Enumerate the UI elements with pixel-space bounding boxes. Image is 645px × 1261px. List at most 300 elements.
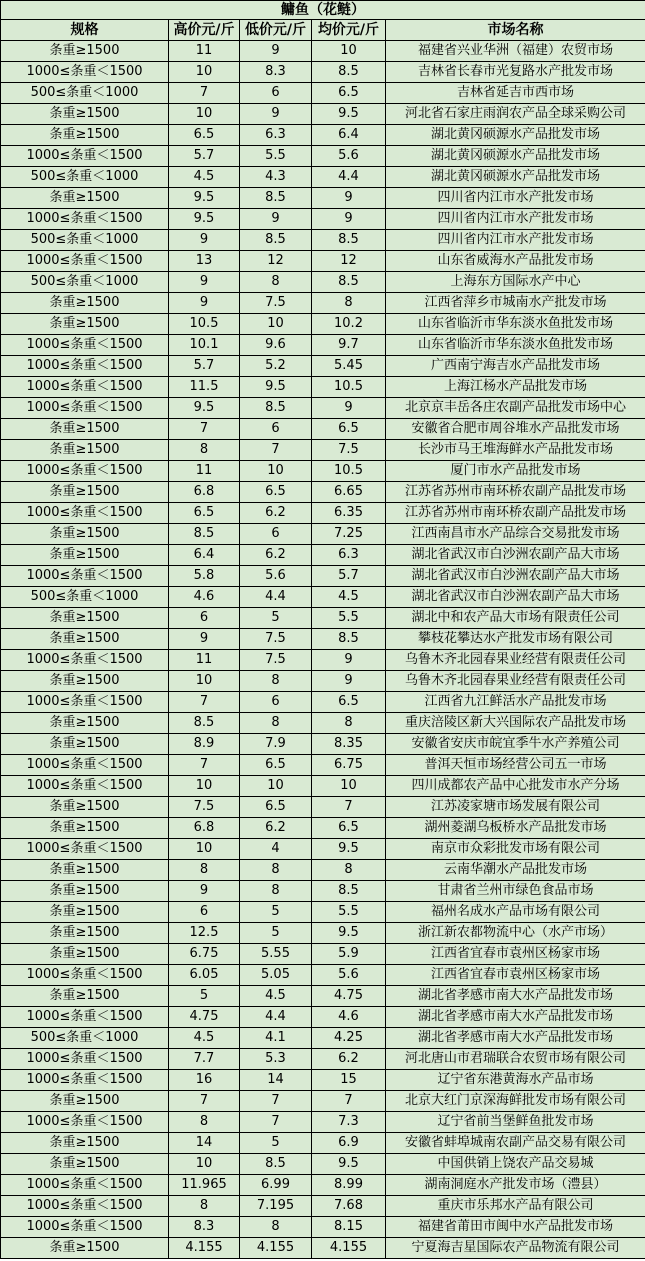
cell-low-price: 9 xyxy=(240,104,312,125)
table-row xyxy=(1,62,645,83)
table-row xyxy=(1,83,645,104)
cell-avg-price: 5.9 xyxy=(312,944,386,965)
cell-spec: 条重≥1500 xyxy=(1,440,169,461)
cell-spec: 500≤条重＜1000 xyxy=(1,83,169,104)
cell-market-name: 重庆市乐邦水产品有限公司 xyxy=(386,1196,645,1217)
cell-spec: 1000≤条重＜1500 xyxy=(1,650,169,671)
cell-high-price: 7 xyxy=(169,83,240,104)
cell-spec: 条重≥1500 xyxy=(1,293,169,314)
cell-spec: 1000≤条重＜1500 xyxy=(1,62,169,83)
cell-avg-price: 10.5 xyxy=(312,461,386,482)
cell-avg-price: 6.9 xyxy=(312,1133,386,1154)
cell-spec: 条重≥1500 xyxy=(1,986,169,1007)
cell-spec: 条重≥1500 xyxy=(1,524,169,545)
cell-spec: 1000≤条重＜1500 xyxy=(1,398,169,419)
cell-avg-price: 8.35 xyxy=(312,734,386,755)
cell-avg-price: 9.7 xyxy=(312,335,386,356)
cell-high-price: 12.5 xyxy=(169,923,240,944)
cell-market-name: 厦门市水产品批发市场 xyxy=(386,461,645,482)
cell-market-name: 湖北中和农产品大市场有限责任公司 xyxy=(386,608,645,629)
cell-low-price: 12 xyxy=(240,251,312,272)
table-row xyxy=(1,923,645,944)
cell-avg-price: 7.5 xyxy=(312,440,386,461)
cell-high-price: 4.75 xyxy=(169,1007,240,1028)
cell-high-price: 10.1 xyxy=(169,335,240,356)
cell-spec: 条重≥1500 xyxy=(1,41,169,62)
cell-market-name: 山东省临沂市华东淡水鱼批发市场 xyxy=(386,335,645,356)
cell-market-name: 湖北省孝感市南大水产品批发市场 xyxy=(386,1007,645,1028)
cell-high-price: 7 xyxy=(169,692,240,713)
cell-market-name: 江西南昌市水产品综合交易批发市场 xyxy=(386,524,645,545)
cell-high-price: 11.5 xyxy=(169,377,240,398)
table-row xyxy=(1,1196,645,1217)
title-row xyxy=(1,1,645,20)
table-row xyxy=(1,755,645,776)
cell-market-name: 江苏省苏州市南环桥农副产品批发市场 xyxy=(386,503,645,524)
cell-avg-price: 5.6 xyxy=(312,146,386,167)
cell-low-price: 6.2 xyxy=(240,818,312,839)
table-row xyxy=(1,419,645,440)
cell-spec: 500≤条重＜1000 xyxy=(1,167,169,188)
cell-market-name: 乌鲁木齐北园春果业经营有限责任公司 xyxy=(386,671,645,692)
cell-high-price: 8.5 xyxy=(169,713,240,734)
cell-avg-price: 9 xyxy=(312,209,386,230)
cell-high-price: 5 xyxy=(169,986,240,1007)
cell-market-name: 湖北黄冈硕源水产品批发市场 xyxy=(386,125,645,146)
cell-low-price: 8.5 xyxy=(240,230,312,251)
table-row xyxy=(1,713,645,734)
cell-low-price: 7.195 xyxy=(240,1196,312,1217)
table-row xyxy=(1,188,645,209)
cell-high-price: 7.7 xyxy=(169,1049,240,1070)
table-row xyxy=(1,839,645,860)
cell-high-price: 9.5 xyxy=(169,398,240,419)
table-row xyxy=(1,1070,645,1091)
cell-high-price: 10 xyxy=(169,1154,240,1175)
table-row xyxy=(1,545,645,566)
cell-market-name: 山东省威海水产品批发市场 xyxy=(386,251,645,272)
cell-spec: 500≤条重＜1000 xyxy=(1,1028,169,1049)
cell-spec: 条重≥1500 xyxy=(1,818,169,839)
cell-high-price: 11 xyxy=(169,41,240,62)
cell-low-price: 5 xyxy=(240,923,312,944)
cell-spec: 1000≤条重＜1500 xyxy=(1,1007,169,1028)
cell-high-price: 8.5 xyxy=(169,524,240,545)
table-row xyxy=(1,272,645,293)
cell-avg-price: 10 xyxy=(312,41,386,62)
cell-avg-price: 6.65 xyxy=(312,482,386,503)
cell-high-price: 10 xyxy=(169,104,240,125)
cell-market-name: 湖北省武汉市白沙洲农副产品大市场 xyxy=(386,545,645,566)
cell-high-price: 7.5 xyxy=(169,797,240,818)
cell-avg-price: 4.75 xyxy=(312,986,386,1007)
cell-low-price: 6.5 xyxy=(240,755,312,776)
cell-low-price: 6.3 xyxy=(240,125,312,146)
cell-avg-price: 8 xyxy=(312,713,386,734)
cell-low-price: 7 xyxy=(240,1091,312,1112)
cell-low-price: 4.3 xyxy=(240,167,312,188)
cell-spec: 条重≥1500 xyxy=(1,1238,169,1259)
table-row xyxy=(1,692,645,713)
cell-low-price: 8.5 xyxy=(240,188,312,209)
header-row xyxy=(1,20,645,41)
header-low-price: 低价元/斤 xyxy=(240,20,312,41)
cell-market-name: 江苏凌家塘市场发展有限公司 xyxy=(386,797,645,818)
table-row xyxy=(1,734,645,755)
cell-high-price: 8 xyxy=(169,1196,240,1217)
cell-spec: 条重≥1500 xyxy=(1,902,169,923)
cell-market-name: 辽宁省东港黄海水产品市场 xyxy=(386,1070,645,1091)
table-row xyxy=(1,1154,645,1175)
cell-high-price: 6.05 xyxy=(169,965,240,986)
cell-market-name: 湖州菱湖乌板桥水产品批发市场 xyxy=(386,818,645,839)
cell-avg-price: 9.5 xyxy=(312,104,386,125)
cell-market-name: 甘肃省兰州市绿色食品市场 xyxy=(386,881,645,902)
cell-avg-price: 7.68 xyxy=(312,1196,386,1217)
table-row xyxy=(1,1007,645,1028)
cell-spec: 1000≤条重＜1500 xyxy=(1,1217,169,1238)
cell-market-name: 辽宁省前当堡鲜鱼批发市场 xyxy=(386,1112,645,1133)
cell-market-name: 江西省萍乡市城南水产批发市场 xyxy=(386,293,645,314)
cell-market-name: 四川省内江市水产批发市场 xyxy=(386,209,645,230)
cell-market-name: 湖北省武汉市白沙洲农副产品大市场 xyxy=(386,587,645,608)
cell-high-price: 14 xyxy=(169,1133,240,1154)
cell-low-price: 8 xyxy=(240,860,312,881)
table-row xyxy=(1,230,645,251)
table-row xyxy=(1,125,645,146)
cell-avg-price: 5.6 xyxy=(312,965,386,986)
cell-avg-price: 8.5 xyxy=(312,230,386,251)
cell-low-price: 8 xyxy=(240,272,312,293)
cell-avg-price: 6.35 xyxy=(312,503,386,524)
cell-low-price: 6.99 xyxy=(240,1175,312,1196)
cell-avg-price: 5.5 xyxy=(312,902,386,923)
cell-high-price: 16 xyxy=(169,1070,240,1091)
cell-spec: 1000≤条重＜1500 xyxy=(1,146,169,167)
cell-market-name: 安徽省合肥市周谷堆水产品批发市场 xyxy=(386,419,645,440)
cell-spec: 1000≤条重＜1500 xyxy=(1,965,169,986)
cell-high-price: 9 xyxy=(169,629,240,650)
cell-low-price: 5.2 xyxy=(240,356,312,377)
cell-high-price: 10 xyxy=(169,776,240,797)
cell-low-price: 5 xyxy=(240,902,312,923)
cell-low-price: 7.5 xyxy=(240,293,312,314)
cell-avg-price: 4.4 xyxy=(312,167,386,188)
table-row xyxy=(1,1175,645,1196)
table-row xyxy=(1,608,645,629)
cell-market-name: 北京京丰岳各庄农副产品批发市场中心 xyxy=(386,398,645,419)
cell-spec: 500≤条重＜1000 xyxy=(1,272,169,293)
cell-low-price: 6 xyxy=(240,83,312,104)
cell-high-price: 6.5 xyxy=(169,125,240,146)
table-row xyxy=(1,1091,645,1112)
cell-market-name: 湖北省孝感市南大水产品批发市场 xyxy=(386,986,645,1007)
cell-high-price: 9.5 xyxy=(169,209,240,230)
cell-market-name: 普洱天恒市场经营公司五一市场 xyxy=(386,755,645,776)
cell-market-name: 宁夏海吉星国际农产品物流有限公司 xyxy=(386,1238,645,1259)
cell-low-price: 6.2 xyxy=(240,503,312,524)
cell-high-price: 4.6 xyxy=(169,587,240,608)
cell-avg-price: 6.75 xyxy=(312,755,386,776)
table-row xyxy=(1,566,645,587)
cell-spec: 1000≤条重＜1500 xyxy=(1,461,169,482)
cell-avg-price: 8.99 xyxy=(312,1175,386,1196)
cell-spec: 1000≤条重＜1500 xyxy=(1,692,169,713)
cell-market-name: 湖北省孝感市南大水产品批发市场 xyxy=(386,1028,645,1049)
cell-market-name: 福州名成水产品市场有限公司 xyxy=(386,902,645,923)
cell-low-price: 8 xyxy=(240,671,312,692)
cell-spec: 条重≥1500 xyxy=(1,608,169,629)
table-row xyxy=(1,293,645,314)
cell-market-name: 福建省莆田市闽中水产品批发市场 xyxy=(386,1217,645,1238)
cell-avg-price: 8.5 xyxy=(312,881,386,902)
cell-high-price: 5.8 xyxy=(169,566,240,587)
cell-avg-price: 12 xyxy=(312,251,386,272)
cell-market-name: 上海江杨水产品批发市场 xyxy=(386,377,645,398)
cell-high-price: 6.5 xyxy=(169,503,240,524)
cell-low-price: 7 xyxy=(240,1112,312,1133)
cell-high-price: 9 xyxy=(169,272,240,293)
cell-low-price: 5.55 xyxy=(240,944,312,965)
cell-high-price: 7 xyxy=(169,419,240,440)
table-row xyxy=(1,482,645,503)
cell-avg-price: 5.5 xyxy=(312,608,386,629)
cell-high-price: 8 xyxy=(169,1112,240,1133)
cell-avg-price: 8.15 xyxy=(312,1217,386,1238)
cell-high-price: 9 xyxy=(169,881,240,902)
cell-low-price: 5.3 xyxy=(240,1049,312,1070)
cell-avg-price: 7 xyxy=(312,1091,386,1112)
cell-high-price: 4.155 xyxy=(169,1238,240,1259)
cell-market-name: 湖北省武汉市白沙洲农副产品大市场 xyxy=(386,566,645,587)
cell-avg-price: 10.5 xyxy=(312,377,386,398)
cell-high-price: 6.8 xyxy=(169,482,240,503)
table-row xyxy=(1,524,645,545)
cell-spec: 条重≥1500 xyxy=(1,713,169,734)
cell-spec: 条重≥1500 xyxy=(1,1154,169,1175)
cell-avg-price: 7.3 xyxy=(312,1112,386,1133)
cell-spec: 条重≥1500 xyxy=(1,314,169,335)
table-body xyxy=(1,41,645,1259)
cell-low-price: 6.2 xyxy=(240,545,312,566)
table-row xyxy=(1,1028,645,1049)
cell-high-price: 7 xyxy=(169,1091,240,1112)
cell-low-price: 4.155 xyxy=(240,1238,312,1259)
table-row xyxy=(1,986,645,1007)
cell-spec: 1000≤条重＜1500 xyxy=(1,1049,169,1070)
table-row xyxy=(1,650,645,671)
cell-avg-price: 8.5 xyxy=(312,62,386,83)
table-title: 鳙鱼（花鲢） xyxy=(1,1,645,20)
cell-low-price: 5 xyxy=(240,608,312,629)
cell-avg-price: 9.5 xyxy=(312,839,386,860)
cell-high-price: 11 xyxy=(169,650,240,671)
cell-high-price: 8 xyxy=(169,440,240,461)
cell-high-price: 10 xyxy=(169,839,240,860)
cell-spec: 1000≤条重＜1500 xyxy=(1,335,169,356)
cell-avg-price: 8 xyxy=(312,860,386,881)
cell-spec: 500≤条重＜1000 xyxy=(1,230,169,251)
cell-high-price: 6.8 xyxy=(169,818,240,839)
cell-high-price: 8.9 xyxy=(169,734,240,755)
cell-low-price: 6.5 xyxy=(240,797,312,818)
cell-low-price: 4.4 xyxy=(240,587,312,608)
cell-low-price: 8 xyxy=(240,881,312,902)
cell-spec: 条重≥1500 xyxy=(1,881,169,902)
cell-spec: 条重≥1500 xyxy=(1,944,169,965)
cell-low-price: 8.5 xyxy=(240,398,312,419)
cell-low-price: 7.5 xyxy=(240,629,312,650)
cell-spec: 1000≤条重＜1500 xyxy=(1,839,169,860)
cell-spec: 1000≤条重＜1500 xyxy=(1,1112,169,1133)
cell-market-name: 攀枝花攀达水产批发市场有限公司 xyxy=(386,629,645,650)
cell-avg-price: 6.2 xyxy=(312,1049,386,1070)
cell-avg-price: 6.5 xyxy=(312,692,386,713)
cell-high-price: 13 xyxy=(169,251,240,272)
cell-high-price: 9.5 xyxy=(169,188,240,209)
cell-spec: 1000≤条重＜1500 xyxy=(1,209,169,230)
cell-market-name: 江苏省苏州市南环桥农副产品批发市场 xyxy=(386,482,645,503)
cell-low-price: 8 xyxy=(240,1217,312,1238)
cell-market-name: 北京大红门京深海鲜批发市场有限公司 xyxy=(386,1091,645,1112)
cell-low-price: 4 xyxy=(240,839,312,860)
table-row xyxy=(1,440,645,461)
cell-high-price: 6.4 xyxy=(169,545,240,566)
cell-avg-price: 9.5 xyxy=(312,1154,386,1175)
cell-high-price: 8 xyxy=(169,860,240,881)
cell-high-price: 9 xyxy=(169,230,240,251)
cell-high-price: 7 xyxy=(169,755,240,776)
cell-avg-price: 5.7 xyxy=(312,566,386,587)
cell-low-price: 6 xyxy=(240,692,312,713)
cell-spec: 条重≥1500 xyxy=(1,671,169,692)
cell-high-price: 4.5 xyxy=(169,1028,240,1049)
cell-high-price: 5.7 xyxy=(169,146,240,167)
cell-avg-price: 9 xyxy=(312,398,386,419)
cell-low-price: 10 xyxy=(240,776,312,797)
table-row xyxy=(1,776,645,797)
cell-low-price: 6 xyxy=(240,419,312,440)
cell-spec: 1000≤条重＜1500 xyxy=(1,1175,169,1196)
cell-spec: 条重≥1500 xyxy=(1,629,169,650)
cell-market-name: 安徽省安庆市皖宜季牛水产养殖公司 xyxy=(386,734,645,755)
cell-low-price: 9 xyxy=(240,41,312,62)
cell-avg-price: 7 xyxy=(312,797,386,818)
cell-avg-price: 6.5 xyxy=(312,419,386,440)
cell-market-name: 江西省宜春市袁州区杨家市场 xyxy=(386,944,645,965)
table-row xyxy=(1,818,645,839)
table-row xyxy=(1,209,645,230)
table-row xyxy=(1,1217,645,1238)
cell-market-name: 四川省内江市水产批发市场 xyxy=(386,188,645,209)
table-row xyxy=(1,503,645,524)
cell-high-price: 8.3 xyxy=(169,1217,240,1238)
cell-market-name: 湖南洞庭水产批发市场（澧县） xyxy=(386,1175,645,1196)
cell-low-price: 9.6 xyxy=(240,335,312,356)
cell-low-price: 7.5 xyxy=(240,650,312,671)
table-row xyxy=(1,146,645,167)
table-row xyxy=(1,944,645,965)
table-row xyxy=(1,1112,645,1133)
cell-avg-price: 8 xyxy=(312,293,386,314)
cell-market-name: 安徽省蚌埠城南农副产品交易有限公司 xyxy=(386,1133,645,1154)
cell-low-price: 5.6 xyxy=(240,566,312,587)
cell-avg-price: 4.155 xyxy=(312,1238,386,1259)
cell-spec: 1000≤条重＜1500 xyxy=(1,251,169,272)
table-row xyxy=(1,902,645,923)
table-row xyxy=(1,251,645,272)
cell-spec: 条重≥1500 xyxy=(1,1091,169,1112)
cell-low-price: 8.3 xyxy=(240,62,312,83)
cell-spec: 1000≤条重＜1500 xyxy=(1,503,169,524)
cell-spec: 1000≤条重＜1500 xyxy=(1,1196,169,1217)
table-row xyxy=(1,587,645,608)
cell-spec: 1000≤条重＜1500 xyxy=(1,776,169,797)
cell-high-price: 10.5 xyxy=(169,314,240,335)
cell-high-price: 6 xyxy=(169,902,240,923)
cell-market-name: 长沙市马王堆海鲜水产品批发市场 xyxy=(386,440,645,461)
cell-low-price: 8 xyxy=(240,713,312,734)
cell-low-price: 5 xyxy=(240,1133,312,1154)
cell-avg-price: 8.5 xyxy=(312,629,386,650)
cell-spec: 条重≥1500 xyxy=(1,125,169,146)
cell-avg-price: 6.4 xyxy=(312,125,386,146)
cell-high-price: 11 xyxy=(169,461,240,482)
cell-spec: 条重≥1500 xyxy=(1,188,169,209)
table-row xyxy=(1,1238,645,1259)
cell-avg-price: 6.3 xyxy=(312,545,386,566)
cell-spec: 1000≤条重＜1500 xyxy=(1,1070,169,1091)
cell-low-price: 4.1 xyxy=(240,1028,312,1049)
table-row xyxy=(1,461,645,482)
cell-low-price: 10 xyxy=(240,461,312,482)
table-row xyxy=(1,314,645,335)
cell-avg-price: 4.6 xyxy=(312,1007,386,1028)
header-market-name: 市场名称 xyxy=(386,20,645,41)
cell-spec: 条重≥1500 xyxy=(1,860,169,881)
cell-low-price: 5.05 xyxy=(240,965,312,986)
cell-low-price: 8.5 xyxy=(240,1154,312,1175)
table-row xyxy=(1,335,645,356)
cell-avg-price: 9 xyxy=(312,188,386,209)
cell-avg-price: 5.45 xyxy=(312,356,386,377)
cell-spec: 1000≤条重＜1500 xyxy=(1,356,169,377)
cell-market-name: 四川省内江市水产批发市场 xyxy=(386,230,645,251)
cell-spec: 500≤条重＜1000 xyxy=(1,587,169,608)
cell-avg-price: 6.5 xyxy=(312,83,386,104)
cell-high-price: 5.7 xyxy=(169,356,240,377)
cell-market-name: 福建省兴业华洲（福建）农贸市场 xyxy=(386,41,645,62)
table-row xyxy=(1,1133,645,1154)
table-row xyxy=(1,1049,645,1070)
table-row xyxy=(1,965,645,986)
cell-spec: 条重≥1500 xyxy=(1,734,169,755)
cell-market-name: 湖北黄冈硕源水产品批发市场 xyxy=(386,146,645,167)
cell-avg-price: 9 xyxy=(312,671,386,692)
cell-spec: 条重≥1500 xyxy=(1,545,169,566)
cell-market-name: 河北省石家庄雨润农产品全球采购公司 xyxy=(386,104,645,125)
cell-high-price: 10 xyxy=(169,62,240,83)
cell-avg-price: 9 xyxy=(312,650,386,671)
cell-market-name: 乌鲁木齐北园春果业经营有限责任公司 xyxy=(386,650,645,671)
cell-spec: 条重≥1500 xyxy=(1,1133,169,1154)
header-high-price: 高价元/斤 xyxy=(169,20,240,41)
cell-spec: 1000≤条重＜1500 xyxy=(1,755,169,776)
cell-high-price: 11.965 xyxy=(169,1175,240,1196)
cell-market-name: 浙江新农都物流中心（水产市场） xyxy=(386,923,645,944)
table-row xyxy=(1,398,645,419)
cell-spec: 1000≤条重＜1500 xyxy=(1,377,169,398)
